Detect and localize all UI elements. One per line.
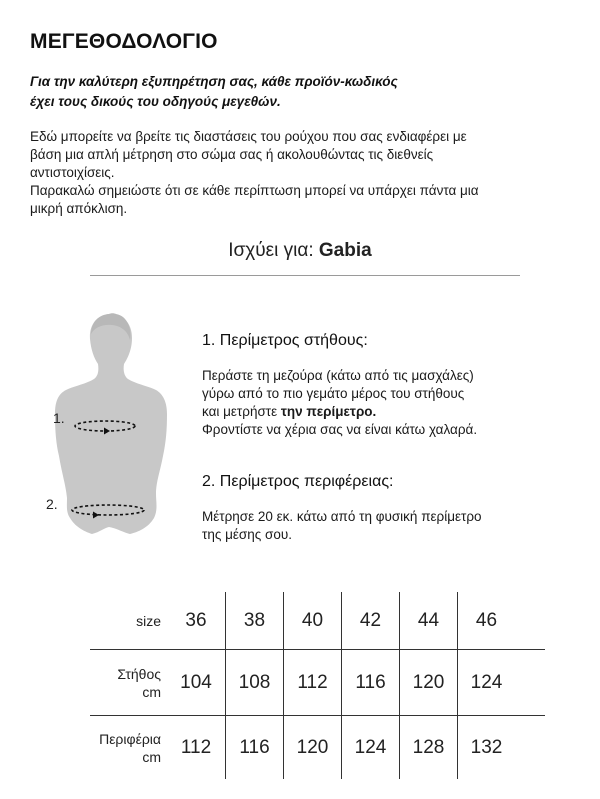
chest-marker-label: 1. (53, 410, 65, 426)
intro-highlight-line: Για την καλύτερη εξυπηρέτηση σας, κάθε προϊόν-κωδικός (30, 74, 398, 89)
table-cell-size: 42 (341, 592, 399, 649)
instruction-line: Μέτρησε 20 εκ. κάτω από τη φυσική περίμετρο (202, 509, 482, 524)
row-label-text: Στήθος (117, 665, 161, 682)
instruction-text: και μετρήστε (202, 404, 281, 419)
applies-label: Ισχύει για: (228, 240, 314, 261)
row-label-unit: cm (142, 748, 161, 765)
table-cell-hips: 120 (283, 716, 341, 779)
intro-highlight-line: έχει τους δικούς του οδηγούς μεγεθών. (30, 94, 281, 109)
applies-to (0, 240, 600, 262)
table-cell-hips: 116 (225, 716, 283, 779)
intro-line: Εδώ μπορείτε να βρείτε τις διαστάσεις του ρούχου που σας ενδιαφέρει με (30, 129, 467, 144)
instruction-emphasis: την περίμετρο. (280, 404, 377, 419)
instruction-line (202, 403, 562, 421)
table-cell-hips: 112 (180, 736, 212, 758)
instruction-line: Φροντίστε να χέρια σας να είναι κάτω χαλαρά. (202, 422, 478, 437)
table-cell-chest: 116 (341, 650, 399, 715)
table-cell-chest: 104 (180, 671, 212, 693)
table-cell-size: 38 (225, 592, 283, 649)
table-cell-chest: 120 (399, 650, 457, 715)
table-cell-hips: 132 (457, 716, 515, 779)
instruction-line: της μέσης σου. (202, 527, 292, 542)
hip-measure-instructions (202, 508, 562, 544)
body-silhouette (55, 314, 167, 534)
row-label-unit: cm (142, 683, 161, 700)
instruction-line: Περάστε τη μεζούρα (κάτω από τις μασχάλες) (202, 368, 474, 383)
table-cell-size: 36 (185, 609, 207, 631)
hip-measure-title: 2. Περίμετρος περιφέρειας: (202, 473, 394, 490)
disclaimer-line: Παρακαλώ σημειώστε ότι σε κάθε περίπτωση μπορεί να υπάρχει πάντα μια (30, 183, 479, 198)
table-cell-hips: 124 (341, 716, 399, 779)
applies-product: Gabia (318, 240, 372, 261)
table-cell-size: 44 (399, 592, 457, 649)
table-row-sizes (90, 592, 545, 649)
row-label-text: size (136, 612, 161, 629)
row-label-size (90, 592, 167, 649)
chest-measure-instructions (202, 367, 562, 439)
table-cell-chest: 124 (457, 650, 515, 715)
page-title: ΜΕΓΕΘΟΔΟΛΟΓΙΟ (30, 30, 218, 53)
table-row-chest (90, 649, 545, 715)
table-cell-size: 40 (283, 592, 341, 649)
hip-marker-label: 2. (46, 496, 58, 512)
table-cell-hips: 128 (399, 716, 457, 779)
row-label-text: Περιφέρια (99, 730, 161, 747)
row-label-chest (90, 650, 167, 715)
chest-measure-title: 1. Περίμετρος στήθους: (202, 332, 368, 349)
instruction-line: γύρω από το πιο γεμάτο μέρος του στήθους (202, 386, 465, 401)
table-cell-chest: 108 (225, 650, 283, 715)
table-cell-size: 46 (457, 592, 515, 649)
intro-line: βάση μια απλή μέτρηση στο σώμα σας ή ακολουθώντας τις διεθνείς (30, 147, 434, 162)
disclaimer-paragraph (30, 182, 550, 218)
disclaimer-line: μικρή απόκλιση. (30, 201, 128, 216)
size-chart-table (90, 592, 545, 779)
body-silhouette-figure (46, 306, 176, 542)
intro-highlight (30, 72, 470, 112)
table-row-hips (90, 715, 545, 779)
row-label-hips (90, 716, 167, 779)
section-divider (90, 275, 520, 276)
intro-line: αντιστοιχίσεις. (30, 165, 115, 180)
table-cell-chest: 112 (283, 650, 341, 715)
intro-paragraph (30, 128, 550, 182)
